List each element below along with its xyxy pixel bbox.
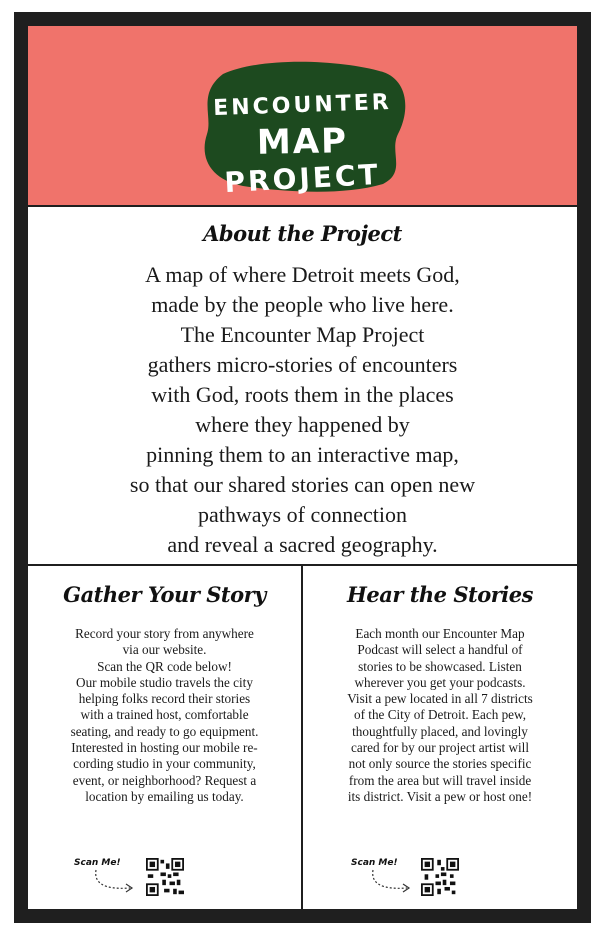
- qr-code-icon[interactable]: [146, 858, 184, 896]
- gather-line: location by emailing us today.: [85, 788, 244, 804]
- gather-line: Record your story from anywhere: [75, 626, 254, 641]
- gather-line: Interested in hosting our mobile re-: [71, 740, 258, 756]
- logo-line-1: ENCOUNTER: [212, 89, 393, 122]
- about-line: made by the people who live here.: [151, 292, 454, 317]
- about-line: gathers micro-stories of encounters: [147, 352, 458, 377]
- gather-title: Gather Your Story: [63, 582, 266, 607]
- hear-line: wherever you get your podcasts.: [354, 674, 526, 690]
- hear-line: not only source the stories specific: [348, 756, 532, 772]
- hear-line: Each month our Encounter Map: [355, 626, 525, 641]
- hear-line: cared for by our project artist will: [351, 740, 529, 756]
- hear-line: from the area but will travel inside: [348, 772, 532, 788]
- scan-me-label: Scan Me!: [351, 858, 398, 868]
- gather-body: [28, 626, 301, 805]
- about-line: and reveal a sacred geography.: [167, 532, 438, 557]
- gather-line: seating, and ready to go equipment.: [70, 723, 259, 739]
- logo-line-2: MAP: [256, 121, 349, 163]
- hear-line: Podcast will select a handful of: [357, 642, 523, 658]
- gather-line: Our mobile studio travels the city: [76, 674, 253, 690]
- hear-section: [303, 566, 577, 909]
- scan-me-label: Scan Me!: [74, 858, 121, 868]
- about-body: [28, 260, 577, 560]
- about-title: About the Project: [203, 221, 402, 246]
- hear-line: of the City of Detroit. Each pew,: [354, 707, 526, 723]
- hear-line: thoughtfully placed, and lovingly: [352, 723, 528, 739]
- about-line: The Encounter Map Project: [180, 322, 425, 347]
- header-banner: [28, 26, 577, 205]
- hear-line: Visit a pew located in all 7 districts: [347, 691, 533, 707]
- about-line: pathways of connection: [198, 502, 407, 527]
- about-line: with God, roots them in the places: [151, 382, 454, 407]
- gather-line: Scan the QR code below!: [97, 658, 232, 674]
- logo: [28, 26, 577, 205]
- gather-line: helping folks record their stories: [78, 691, 251, 707]
- gather-line: with a trained host, comfortable: [80, 707, 249, 723]
- hear-line: stories to be showcased. Listen: [358, 658, 522, 674]
- logo-line-3: PROJECT: [223, 157, 382, 200]
- dotted-arrow-icon: [90, 866, 140, 896]
- about-line: A map of where Detroit meets God,: [145, 262, 460, 287]
- about-line: pinning them to an interactive map,: [146, 442, 459, 467]
- gather-section: [28, 566, 301, 909]
- gather-line: cording studio in your community,: [73, 756, 256, 772]
- qr-code-icon[interactable]: [421, 858, 459, 896]
- dotted-arrow-icon: [367, 866, 417, 896]
- gather-line: via our website.: [122, 642, 207, 658]
- hear-line: its district. Visit a pew or host one!: [347, 788, 533, 804]
- gather-line: event, or neighborhood? Request a: [72, 772, 257, 788]
- hear-title: Hear the Stories: [347, 582, 533, 607]
- hear-body: [303, 626, 577, 805]
- about-section: [28, 207, 577, 564]
- about-line: where they happened by: [195, 412, 410, 437]
- about-line: so that our shared stories can open new: [129, 472, 476, 497]
